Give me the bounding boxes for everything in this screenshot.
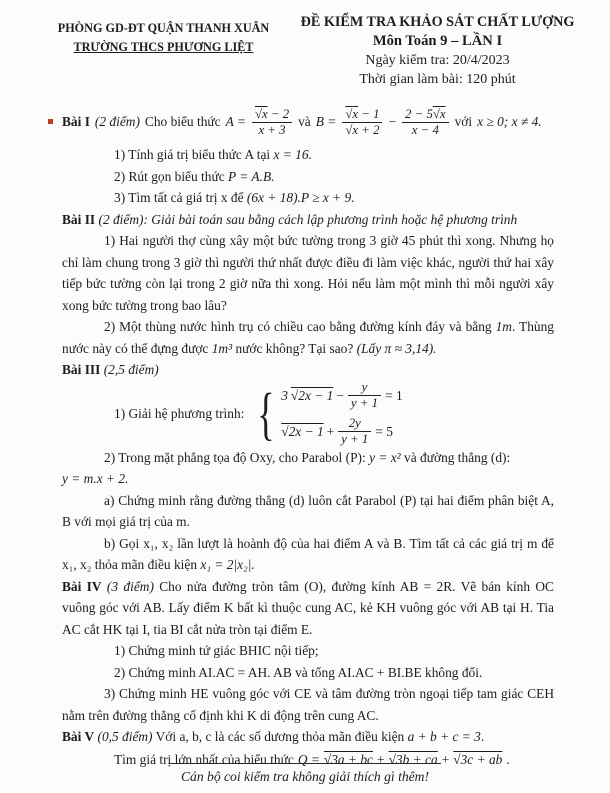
problem-4-label: Bài IV <box>62 578 102 594</box>
problem-2-label: Bài II <box>62 211 96 227</box>
item-math: y = x² <box>369 449 401 465</box>
sqrt-x: √ $\overline{x}$ <box>345 123 358 137</box>
item-text: nước không? Tại sao? <box>232 340 357 356</box>
fraction-a-num-rest: − 2 <box>267 106 290 121</box>
problem-2 <box>62 209 554 360</box>
exam-duration: Thời gian làm bài: 120 phút <box>359 72 516 87</box>
item-text: b) Gọi x₁, x₂ lần lượt là hoành độ của hai điểm A và B. Tìm tất cả các giá trị m để x₁, x₂ thỏa mãn điều kiện <box>62 535 554 572</box>
eq1-rhs: = 1 <box>385 387 403 403</box>
exam-header <box>291 14 584 88</box>
plus-sign: + <box>441 751 450 767</box>
problem-1-item-3 <box>114 187 554 209</box>
problem-1-condition: x ≥ 0; x ≠ 4. <box>477 114 542 130</box>
school-name: TRƯỜNG THCS PHƯƠNG LIỆT <box>73 40 254 54</box>
department-name: PHÒNG GD-ĐT QUẬN THANH XUÂN <box>57 21 270 35</box>
item-text: và đường thẳng (d): <box>400 449 511 465</box>
exam-date: Ngày kiểm tra: 20/4/2023 <box>365 53 510 68</box>
problem-4-item-3: 3) Chứng minh HE vuông góc với CE và tâm đường tròn ngoại tiếp tam giác CEH nằm trên đường thẳng cố định khi K di động trên cung AC. <box>62 686 554 723</box>
system-prompt: 1) Giải hệ phương trình: <box>114 405 245 421</box>
item-math: (6x + 18).P ≥ x + 9. <box>246 190 355 205</box>
problem-1-heading <box>62 100 554 144</box>
problem-3-item-2 <box>62 447 554 469</box>
sqrt-x: √ $\overline{x}$ <box>345 107 358 121</box>
system-brace: { <box>257 380 275 446</box>
eq1-frac-num: y <box>361 380 368 394</box>
eq2-frac-den: y + 1 <box>338 431 371 447</box>
exam-subject: Môn Toán 9 – LẦN I <box>372 33 503 49</box>
item-math: 1m <box>495 319 512 334</box>
sqrt-term: √ 3a + bc <box>324 749 373 771</box>
problem-1-intro: Cho biểu thức <box>144 114 221 130</box>
item-text: 2) Trong mặt phẳng tọa độ Oxy, cho Parabol (P): <box>104 449 370 465</box>
item-note: (Lấy π ≈ 3,14). <box>356 340 437 356</box>
school-header <box>36 14 291 88</box>
item-text: 3) Tìm tất cả giá trị x để <box>114 190 247 205</box>
problem-2-item-1: 1) Hai người thợ cùng xây một bức tường trong 3 giờ 45 phút thì xong. Nhưng họ chỉ làm chung trong 3 giờ thì người thứ nhất được điều đi làm việc khác, người thứ hai xây tiếp bức tường còn lại trong 2 giờ nữa thì xong. Hỏi nếu làm một mình thì mỗi người xây xong bức tường trong bao lâu? <box>62 233 554 313</box>
problem-5-period: . <box>480 729 485 744</box>
footer-divider <box>169 763 441 764</box>
problem-4-intro <box>62 576 554 641</box>
fraction-b1 <box>342 107 382 138</box>
fraction-b2 <box>402 107 449 138</box>
eq1-operator: − <box>336 387 344 403</box>
problem-3 <box>62 359 554 576</box>
item-math: 1m³ <box>211 340 233 356</box>
problem-1 <box>62 100 554 209</box>
problem-4-points: (3 điểm) <box>106 578 154 594</box>
problem-2-intro: Giải bài toán sau bằng cách lập phương trình hoặc hệ phương trình <box>151 211 518 227</box>
sqrt-term: √ 2x − 1 <box>291 385 333 407</box>
fraction-b1-den-rest: + 2 <box>358 122 380 137</box>
problem-3-item-2-line-2: y = m.x + 2. <box>62 471 129 486</box>
problem-2-points: (2 điểm): <box>98 211 148 227</box>
problem-3-item-1 <box>114 381 554 447</box>
q-lhs: Q = <box>297 751 320 767</box>
and-word: và <box>298 114 311 130</box>
problem-1-item-1 <box>114 144 554 166</box>
sqrt-term: √ 3b + ca <box>389 749 438 771</box>
problem-1-item-2 <box>114 166 554 188</box>
item-math: x₁ = 2|x₂|. <box>200 557 255 572</box>
sqrt-x: √ $\overline{x}$ <box>255 107 268 121</box>
problem-3-points: (2,5 điểm) <box>103 362 159 377</box>
exam-body <box>0 88 610 772</box>
fraction-b2-den: x − 4 <box>402 122 449 138</box>
fraction-b2-num-pre: 2 − 5 <box>405 106 433 121</box>
problem-5-label: Bài V <box>62 729 95 744</box>
eq1-fraction <box>348 380 381 411</box>
problem-3-heading <box>62 359 554 381</box>
eq1-coef: 3 <box>281 387 288 403</box>
expression-a-lhs: A = <box>225 114 246 130</box>
system-equations <box>281 380 402 447</box>
expression-b-lhs: B = <box>315 114 337 130</box>
item-text: 2) Một thùng nước hình trụ có chiều cao bằng đường kính đáy và bằng <box>104 319 496 334</box>
problem-2-heading <box>62 209 554 231</box>
period: . <box>506 751 510 767</box>
fraction-a <box>252 107 292 138</box>
problem-4-item-2: 2) Chứng minh AI.AC = AH. AB và tổng AI.AC + BI.BE không đổi. <box>114 664 483 680</box>
problem-5-points: (0,5 điểm) <box>97 729 153 744</box>
problem-3-item-2b <box>62 533 554 576</box>
problem-3-label: Bài III <box>62 362 101 377</box>
problem-5-statement: Với a, b, c là các số dương thỏa mãn điều kiện <box>155 729 408 744</box>
eq2-operator: + <box>326 423 335 439</box>
item-text: 2) Rút gọn biểu thức <box>114 168 228 184</box>
red-bullet-mark <box>48 119 53 124</box>
fraction-b1-num-rest: − 1 <box>358 106 380 121</box>
problem-1-label: Bài I <box>62 114 90 130</box>
problem-4 <box>62 576 554 727</box>
item-text: 1) Tính giá trị biểu thức A tại <box>114 147 274 162</box>
problem-5-condition: a + b + c = 3 <box>407 729 481 744</box>
fraction-a-den: x + 3 <box>252 122 292 138</box>
sqrt-x: √ $\overline{x}$ <box>433 107 446 121</box>
eq1-frac-den: y + 1 <box>348 395 381 411</box>
page-footer <box>0 763 610 785</box>
with-word: với <box>454 114 473 130</box>
footer-note: Cán bộ coi kiểm tra không giải thích gì thêm! <box>180 769 430 784</box>
page-header <box>0 0 610 88</box>
minus-sign: − <box>388 114 397 130</box>
sqrt-term: √ 3c + ab <box>453 749 502 771</box>
sqrt-term: √ 2x − 1 <box>281 421 323 443</box>
equation-system <box>252 380 402 447</box>
exam-title: ĐỀ KIỂM TRA KHẢO SÁT CHẤT LƯỢNG <box>300 14 575 30</box>
eq2-fraction <box>338 416 371 447</box>
problem-3-item-2a: a) Chứng minh rằng đường thẳng (d) luôn cắt Parabol (P) tại hai điểm phân biệt A, B với mọi giá trị của m. <box>62 492 554 529</box>
equation-1 <box>281 380 402 411</box>
problem-4-item-1: 1) Chứng minh tứ giác BHIC nội tiếp; <box>114 643 319 658</box>
problem-5-heading <box>62 726 554 748</box>
eq2-frac-num: 2y <box>348 416 361 430</box>
item-text: . Thùng nước này có thể đựng được <box>62 319 554 356</box>
problem-1-points: (2 điểm) <box>94 114 140 130</box>
problem-2-item-2 <box>62 316 554 359</box>
equation-2 <box>281 416 402 447</box>
item-math: P = A.B. <box>228 168 275 184</box>
item-math: x = 16. <box>273 147 312 162</box>
plus-sign: + <box>377 751 385 767</box>
question-text: Tìm giá trị lớn nhất của biểu thức <box>114 751 294 767</box>
problem-4-statement: Cho nửa đường tròn tâm (O), đường kính AB = 2R. Vẽ bán kính OC vuông góc với AB. Lấy điểm K bất kì thuộc cung AC, kẻ KH vuông góc với AB tại H. Tia AC cắt HK tại I, tia BI cắt nửa tròn tại điểm E. <box>62 578 554 637</box>
eq2-rhs: = 5 <box>375 423 393 439</box>
